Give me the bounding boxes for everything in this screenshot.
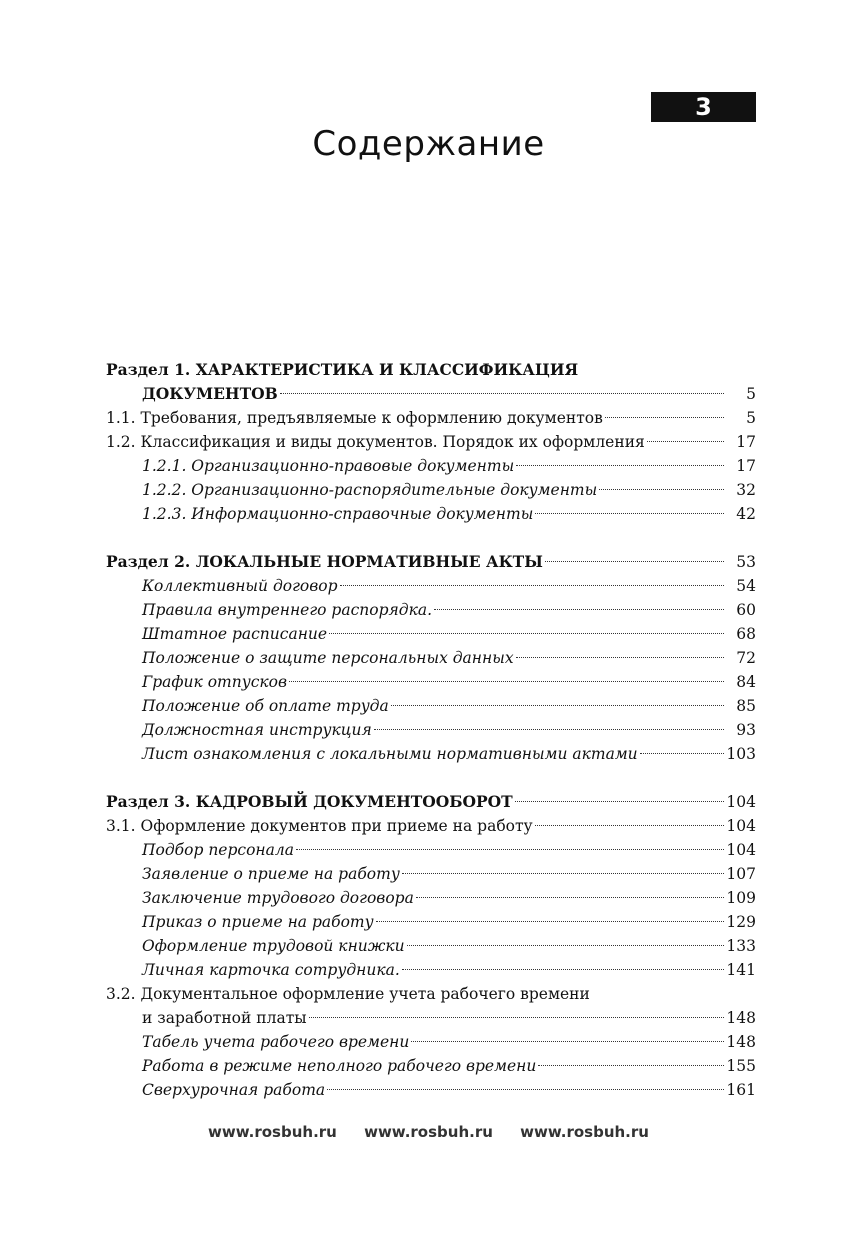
toc-item-label: 1.2.2. Организационно-распорядительные документы (142, 481, 598, 499)
toc-item-1-2[interactable] (106, 430, 756, 454)
toc-item-label: Заявление о приеме на работу (142, 865, 400, 883)
toc-item-page: 72 (736, 649, 756, 667)
section-3-page: 104 (726, 793, 756, 811)
toc-item[interactable] (106, 1030, 756, 1054)
section-2-page: 53 (736, 553, 756, 571)
toc-item-page: 68 (736, 625, 756, 643)
toc-item-label: Штатное расписание (142, 625, 328, 643)
leader-dots (309, 1016, 724, 1018)
leader-dots (605, 416, 724, 418)
toc-item-label: Коллективный договор (142, 577, 338, 595)
leader-dots (516, 656, 724, 658)
leader-dots (391, 704, 724, 706)
toc-item-label: Оформление трудовой книжки (142, 937, 405, 955)
footer-links (0, 1123, 857, 1141)
footer-link[interactable]: www.rosbuh.ru (520, 1123, 649, 1141)
leader-dots (340, 584, 724, 586)
leader-dots (515, 800, 724, 802)
toc-item-page: 107 (726, 865, 756, 883)
toc-item-label: Должностная инструкция (142, 721, 372, 739)
leader-dots (329, 632, 724, 634)
toc-item-label: 1.2.1. Организационно-правовые документы (142, 457, 515, 475)
section-3-heading: КАДРОВЫЙ ДОКУМЕНТООБОРОТ (195, 792, 513, 811)
toc-item-page: 109 (726, 889, 756, 907)
leader-dots (434, 608, 724, 610)
section-2-prefix: Раздел 2. (106, 552, 191, 571)
toc-item[interactable] (106, 862, 756, 886)
toc-item-3-1[interactable] (106, 814, 756, 838)
toc-item-label: Положение об оплате труда (142, 697, 389, 715)
toc-item-label: 1.2. Классификация и виды документов. Порядок их оформления (106, 433, 645, 451)
toc-item-label: Подбор персонала (142, 841, 294, 859)
toc-item-page: 93 (736, 721, 756, 739)
toc-item[interactable] (106, 622, 756, 646)
page-number-badge (651, 92, 756, 122)
toc-item-label: Работа в режиме неполного рабочего времени (142, 1057, 537, 1075)
toc-item-page: 103 (726, 745, 756, 763)
section-spacer (106, 526, 756, 550)
toc-item[interactable] (106, 958, 756, 982)
leader-dots (407, 944, 724, 946)
toc-item-page: 104 (726, 841, 756, 859)
toc-section-3-heading[interactable] (106, 790, 756, 814)
leader-dots (545, 560, 724, 562)
toc-item-page: 133 (726, 937, 756, 955)
toc-item-label: Заключение трудового договора (142, 889, 414, 907)
toc-item-label: График отпусков (142, 673, 288, 691)
toc-item-1-1[interactable] (106, 406, 756, 430)
toc-section-1-heading-line1[interactable] (106, 358, 756, 382)
leader-dots (640, 752, 724, 754)
leader-dots (647, 440, 724, 442)
toc-item-page: 161 (726, 1081, 756, 1099)
leader-dots (535, 512, 724, 514)
page-number: 3 (695, 93, 712, 121)
toc-item[interactable] (106, 910, 756, 934)
toc-item[interactable] (106, 838, 756, 862)
leader-dots (535, 824, 724, 826)
toc-item[interactable] (106, 598, 756, 622)
toc-item[interactable] (106, 886, 756, 910)
toc-item-label: Приказ о приеме на работу (142, 913, 374, 931)
footer-link[interactable]: www.rosbuh.ru (208, 1123, 337, 1141)
toc-item-page: 54 (736, 577, 756, 595)
toc-item-page: 17 (736, 433, 756, 451)
toc-item-1-2-3[interactable] (106, 502, 756, 526)
toc-item-1-2-1[interactable] (106, 454, 756, 478)
section-3-prefix: Раздел 3. (106, 792, 191, 811)
leader-dots (327, 1088, 724, 1090)
leader-dots (376, 920, 724, 922)
section-1-heading: ХАРАКТЕРИСТИКА И КЛАССИФИКАЦИЯ (195, 360, 579, 379)
toc-item[interactable] (106, 694, 756, 718)
toc-item-label: 3.1. Оформление документов при приеме на работу (106, 817, 533, 835)
section-1-heading-cont: ДОКУМЕНТОВ (142, 384, 278, 403)
toc-item-page: 155 (726, 1057, 756, 1075)
toc-item-page: 141 (726, 961, 756, 979)
toc-item-page: 84 (736, 673, 756, 691)
leader-dots (289, 680, 724, 682)
toc-item-page: 104 (726, 817, 756, 835)
toc-item[interactable] (106, 934, 756, 958)
toc-item-page: 85 (736, 697, 756, 715)
section-1-prefix: Раздел 1. (106, 360, 191, 379)
toc-item-page: 60 (736, 601, 756, 619)
section-1-page: 5 (746, 385, 756, 403)
section-spacer (106, 766, 756, 790)
leader-dots (516, 464, 724, 466)
toc-item-label: Личная карточка сотрудника. (142, 961, 400, 979)
toc-item-page: 17 (736, 457, 756, 475)
toc-item-1-2-2[interactable] (106, 478, 756, 502)
leader-dots (402, 968, 724, 970)
toc-item-page: 129 (726, 913, 756, 931)
toc-item-label: Сверхурочная работа (142, 1081, 326, 1099)
toc-item[interactable] (106, 718, 756, 742)
toc-item-3-2-line1[interactable] (106, 982, 756, 1006)
toc-item-label: и заработной платы (142, 1009, 307, 1027)
toc-item-label: 3.2. Документальное оформление учета рабочего времени (106, 985, 590, 1003)
leader-dots (402, 872, 724, 874)
toc-item[interactable] (106, 1054, 756, 1078)
leader-dots (538, 1064, 724, 1066)
page-title: Содержание (312, 124, 545, 164)
toc-item-page: 5 (746, 409, 756, 427)
section-2-heading: ЛОКАЛЬНЫЕ НОРМАТИВНЫЕ АКТЫ (195, 552, 543, 571)
toc-item-page: 148 (726, 1033, 756, 1051)
leader-dots (374, 728, 724, 730)
toc-item-label: 1.2.3. Информационно-справочные документы (142, 505, 534, 523)
leader-dots (416, 896, 724, 898)
toc-item-page: 32 (736, 481, 756, 499)
leader-dots (599, 488, 724, 490)
leader-dots (296, 848, 724, 850)
toc-item-label: Правила внутреннего распорядка. (142, 601, 433, 619)
toc-section-1-heading-line2[interactable] (106, 382, 756, 406)
toc-section-2-heading[interactable] (106, 550, 756, 574)
toc-item[interactable] (106, 742, 756, 766)
footer-link[interactable]: www.rosbuh.ru (364, 1123, 493, 1141)
toc-item-3-2-line2[interactable] (106, 1006, 756, 1030)
toc-item-label: Положение о защите персональных данных (142, 649, 514, 667)
toc-item-label: Лист ознакомления с локальными нормативными актами (142, 745, 638, 763)
table-of-contents (106, 358, 756, 1102)
toc-item[interactable] (106, 1078, 756, 1102)
toc-item[interactable] (106, 574, 756, 598)
leader-dots (411, 1040, 724, 1042)
toc-item-page: 148 (726, 1009, 756, 1027)
toc-item[interactable] (106, 670, 756, 694)
leader-dots (280, 392, 724, 394)
toc-item-label: 1.1. Требования, предъявляемые к оформлению документов (106, 409, 603, 427)
toc-item[interactable] (106, 646, 756, 670)
toc-item-page: 42 (736, 505, 756, 523)
toc-item-label: Табель учета рабочего времени (142, 1033, 410, 1051)
